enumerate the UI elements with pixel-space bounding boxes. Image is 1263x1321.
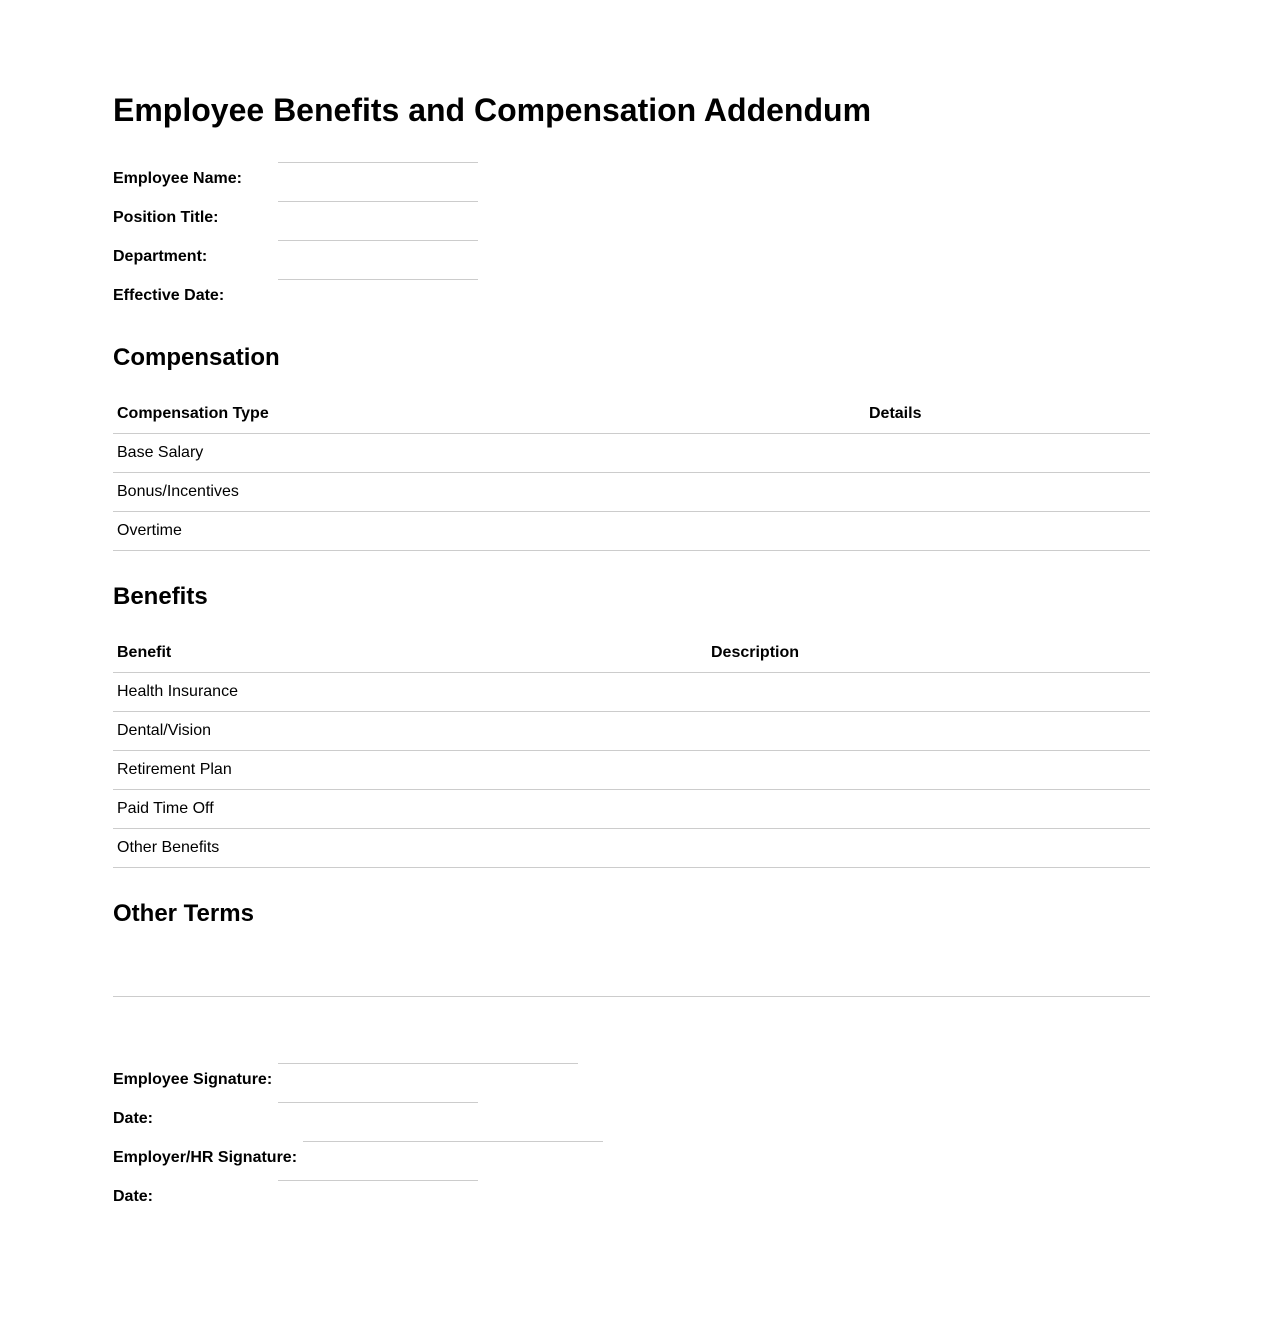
description-cell[interactable] (707, 829, 1150, 868)
column-header: Benefit (113, 634, 707, 673)
department-field (113, 240, 1150, 279)
details-cell[interactable] (865, 512, 1150, 551)
benefit-cell: Retirement Plan (113, 751, 707, 790)
table-row (113, 512, 1150, 551)
other-terms-input[interactable] (113, 928, 1150, 997)
table-row (113, 712, 1150, 751)
compensation-table (113, 395, 1150, 551)
field-label: Employer/HR Signature: (113, 1149, 298, 1166)
benefit-cell: Dental/Vision (113, 712, 707, 751)
table-row (113, 434, 1150, 473)
table-header-row (113, 395, 1150, 434)
field-label: Employee Signature: (113, 1071, 273, 1088)
department-input[interactable] (278, 240, 478, 242)
employer-signature-input[interactable] (303, 1141, 603, 1143)
employer-signature-field (113, 1141, 1150, 1180)
table-row (113, 751, 1150, 790)
other-terms-heading: Other Terms (113, 900, 254, 927)
compensation-type-cell: Base Salary (113, 434, 865, 473)
benefits-table (113, 634, 1150, 868)
field-label: Effective Date: (113, 287, 225, 304)
employee-date-field (113, 1102, 1150, 1141)
description-cell[interactable] (707, 673, 1150, 712)
column-header: Description (707, 634, 1150, 673)
column-header: Compensation Type (113, 395, 865, 434)
compensation-heading: Compensation (113, 344, 280, 371)
table-row (113, 790, 1150, 829)
benefit-cell: Paid Time Off (113, 790, 707, 829)
table-row (113, 673, 1150, 712)
employer-date-input[interactable] (278, 1180, 478, 1182)
field-label: Date: (113, 1188, 154, 1205)
benefit-cell: Health Insurance (113, 673, 707, 712)
column-header: Details (865, 395, 1150, 434)
compensation-type-cell: Bonus/Incentives (113, 473, 865, 512)
description-cell[interactable] (707, 712, 1150, 751)
employee-name-input[interactable] (278, 162, 478, 164)
employee-signature-input[interactable] (278, 1063, 578, 1065)
position-title-input[interactable] (278, 201, 478, 203)
details-cell[interactable] (865, 434, 1150, 473)
effective-date-field (113, 279, 1150, 318)
compensation-type-cell: Overtime (113, 512, 865, 551)
employee-date-input[interactable] (278, 1102, 478, 1104)
position-title-field (113, 201, 1150, 240)
table-header-row (113, 634, 1150, 673)
benefit-cell: Other Benefits (113, 829, 707, 868)
field-label: Department: (113, 248, 208, 265)
signature-fields (113, 1063, 1150, 1219)
description-cell[interactable] (707, 751, 1150, 790)
description-cell[interactable] (707, 790, 1150, 829)
details-cell[interactable] (865, 473, 1150, 512)
effective-date-input[interactable] (278, 279, 478, 281)
employee-signature-field (113, 1063, 1150, 1102)
employee-info-fields (113, 162, 1150, 318)
document-title: Employee Benefits and Compensation Addendum (113, 92, 872, 128)
table-row (113, 829, 1150, 868)
field-label: Date: (113, 1110, 154, 1127)
employee-name-field (113, 162, 1150, 201)
table-row (113, 473, 1150, 512)
benefits-heading: Benefits (113, 583, 208, 610)
employer-date-field (113, 1180, 1150, 1219)
field-label: Employee Name: (113, 170, 242, 187)
field-label: Position Title: (113, 209, 219, 226)
